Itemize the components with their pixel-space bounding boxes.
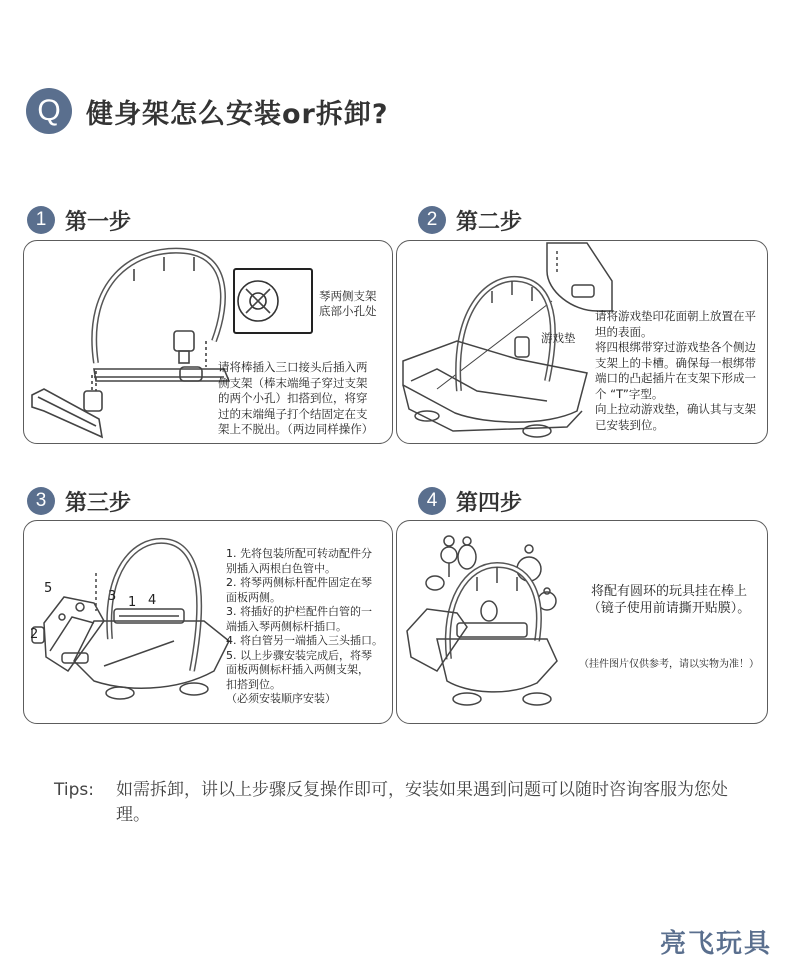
step1-text-line: 侧支架（棒末端绳子穿过支架 [218,375,368,390]
step1-text-line: 架上不脱出。（两边同样操作） [218,422,374,436]
step3-callout-2: 2 [30,627,39,642]
step3-text-line: 别插入两根白色管中。 [226,561,336,575]
step2-text-line: 请将游戏垫印花面朝上放置在平 [595,309,756,323]
step2-label: 第二步 [456,209,523,235]
step4-header [418,485,522,517]
step3-callout-3: 3 [108,589,117,604]
step3-instructions [226,547,383,707]
step4-panel [396,520,768,724]
step3-panel [23,520,393,724]
step4-label: 第四步 [456,490,523,516]
step1-callout-text [319,289,377,319]
step2-text-line: 已安装到位。 [595,417,664,432]
step3-text-line: 2. 将琴两侧标杆配件固定在琴 [226,576,372,589]
step1-text-line: 请将棒插入三口接头后插入两 [218,360,368,374]
step3-text-line: 4. 将白管另一端插入三头插口。 [226,634,383,647]
step1-panel [23,240,393,444]
question-header [26,86,389,136]
step3-text-line: 3. 将插好的护栏配件白管的一 [226,605,372,618]
step2-number: 2 [418,206,446,234]
tips-content: 如需拆卸，讲以上步骤反复操作即可，安装如果遇到问题可以随时咨询客服为您处理。 [116,780,728,825]
step3-text-line: 面板两侧。 [226,590,281,604]
step3-text-line: 面板两侧标杆插入两侧支架， [226,663,369,676]
step3-callout-5: 5 [44,581,53,596]
tips-section [54,778,728,825]
step3-header [27,485,131,517]
step2-instructions [595,309,756,433]
step1-callout-line: 底部小孔处 [319,304,377,318]
step3-callout-1: 1 [128,595,137,610]
step2-panel [396,240,768,444]
step2-text-line: 将四根绑带穿过游戏垫各个侧边 [595,340,756,354]
step3-text-line: 5. 以上步骤安装完成后，将琴 [226,648,372,662]
step2-text-line: 端口的凸起插片在支架下形成一 [595,371,756,385]
mat-label: 游戏垫 [541,331,576,345]
brand-logo: 亮飞玩具 [659,929,772,959]
tips-label: Tips: [54,780,94,800]
step2-header [418,204,522,236]
q-badge: Q [26,88,72,134]
step4-illustration [397,521,767,723]
step1-text-line: 的两个小孔）扣搭到位，将穿 [218,391,368,405]
step1-header [27,204,131,236]
step1-instructions [218,360,373,438]
step1-callout-line: 琴两侧支架 [319,289,377,303]
step1-number: 1 [27,206,55,234]
step3-callout-4: 4 [148,593,157,608]
step3-text-line: （必须安装顺序安装） [226,692,336,705]
step3-text-line: 扣搭到位。 [226,677,281,691]
step4-note: （挂件图片仅供参考，请以实物为准！） [579,659,759,670]
step1-text-line: 过的末端绳子打个结固定在支 [218,406,368,421]
step4-number: 4 [418,487,446,515]
step3-text-line: 1. 先将包装所配可转动配件分 [226,547,372,560]
step2-text-line: 支架上的卡槽。确保每一根绑带 [595,355,756,370]
step4-instructions [579,583,759,617]
step3-text-line: 端插入琴两侧标杆插口。 [226,619,347,633]
step4-text-line: 将配有圆环的玩具挂在棒上 [590,584,747,599]
step2-text-line: 坦的表面。 [595,324,653,339]
step1-label: 第一步 [65,209,132,235]
step2-text-line: 个 “T”字型。 [595,386,664,401]
question-title: 健身架怎么安装or拆卸? [86,98,389,130]
step4-text-line: （镜子使用前请撕开贴膜）。 [587,601,751,616]
step3-label: 第三步 [65,490,132,516]
step3-number: 3 [27,487,55,515]
step2-text-line: 向上拉动游戏垫，确认其与支架 [595,402,756,416]
